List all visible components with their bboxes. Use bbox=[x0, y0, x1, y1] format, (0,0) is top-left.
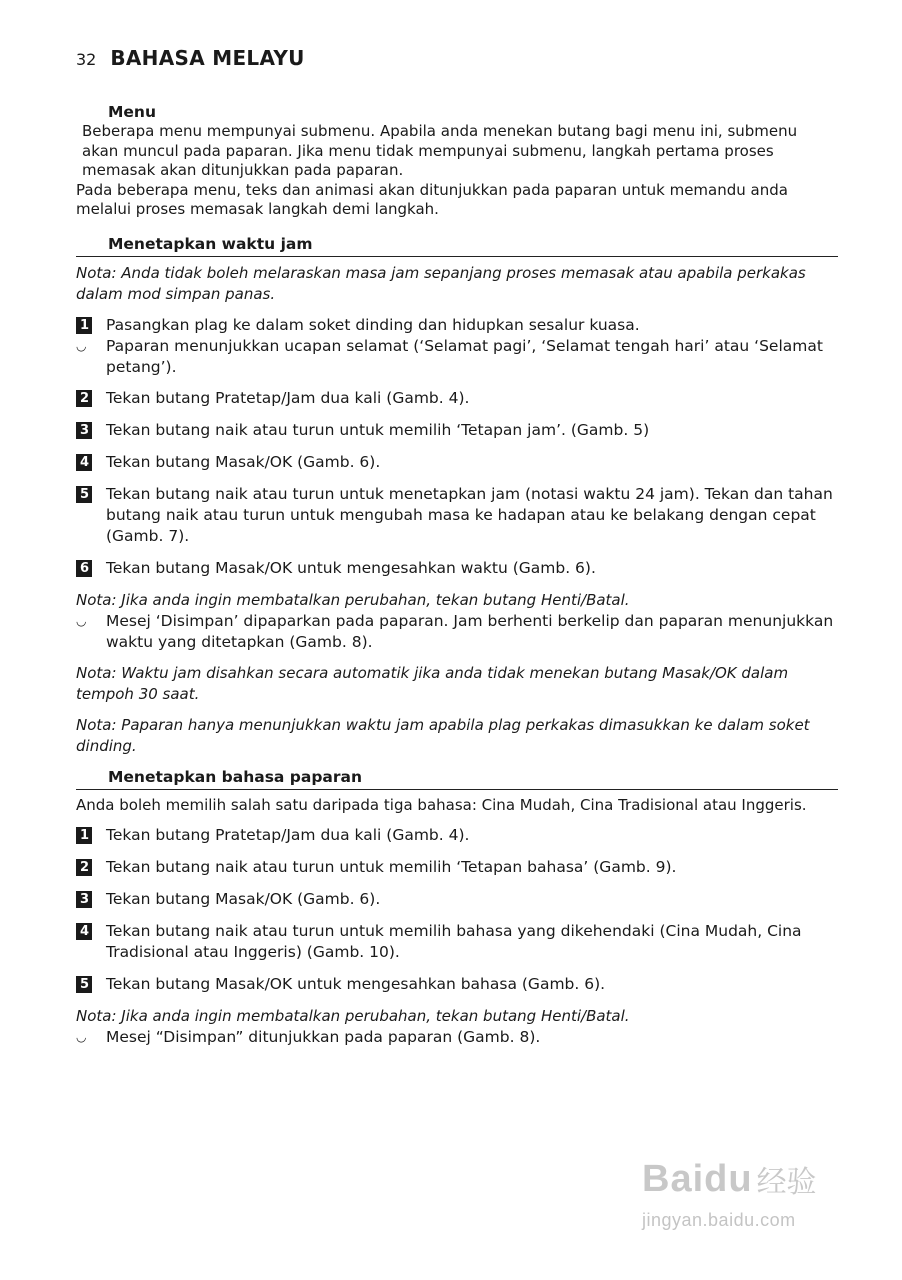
step-text: Tekan butang naik atau turun untuk memilih bahasa yang dikehendaki (Cina Mudah, Cina Tradisional atau Inggeris) (Gamb. 10). bbox=[106, 922, 802, 961]
watermark-url: jingyan.baidu.com bbox=[642, 1210, 796, 1230]
step-number: 4 bbox=[76, 454, 92, 471]
page-number: 32 bbox=[76, 50, 97, 69]
step-text: Pasangkan plag ke dalam soket dinding dan hidupkan sesalur kuasa. bbox=[106, 315, 640, 334]
language-step-2 bbox=[76, 857, 838, 878]
clock-step-2 bbox=[76, 388, 838, 409]
page-content bbox=[76, 102, 838, 1048]
language-step-5 bbox=[76, 974, 838, 995]
step-number: 1 bbox=[76, 827, 92, 844]
step-text: Tekan butang Masak/OK (Gamb. 6). bbox=[106, 452, 381, 471]
language-intro: Anda boleh memilih salah satu daripada tiga bahasa: Cina Mudah, Cina Tradisional atau Inggeris. bbox=[76, 795, 807, 814]
step-text: Tekan butang naik atau turun untuk memilih ‘Tetapan jam’. (Gamb. 5) bbox=[106, 420, 650, 439]
clock-bullet-1 bbox=[76, 336, 838, 378]
language-heading: Menetapkan bahasa paparan bbox=[76, 767, 838, 790]
bullet-text: Mesej “Disimpan” ditunjukkan pada paparan (Gamb. 8). bbox=[106, 1028, 541, 1046]
language-bullet-1 bbox=[76, 1027, 838, 1048]
clock-note-4: Nota: Paparan hanya menunjukkan waktu jam apabila plag perkakas dimasukkan ke dalam soket dinding. bbox=[76, 715, 810, 755]
clock-heading: Menetapkan waktu jam bbox=[76, 234, 838, 257]
step-number: 4 bbox=[76, 923, 92, 940]
step-number: 2 bbox=[76, 859, 92, 876]
step-text: Tekan butang Masak/OK untuk mengesahkan waktu (Gamb. 6). bbox=[106, 558, 596, 577]
step-text: Tekan butang Pratetap/Jam dua kali (Gamb. 4). bbox=[106, 826, 470, 844]
step-number: 5 bbox=[76, 486, 92, 503]
clock-bullet-2 bbox=[76, 611, 838, 653]
bullet-text: Paparan menunjukkan ucapan selamat (‘Selamat pagi’, ‘Selamat tengah hari’ atau ‘Selamat petang’). bbox=[106, 336, 823, 376]
bullet-arrow-icon: ◡ bbox=[76, 613, 87, 628]
clock-note-2: Nota: Jika anda ingin membatalkan perubahan, tekan butang Henti/Batal. bbox=[76, 590, 630, 609]
clock-note-1: Nota: Anda tidak boleh melaraskan masa jam sepanjang proses memasak atau apabila perkakas dalam mod simpan panas. bbox=[76, 263, 806, 303]
language-step-4 bbox=[76, 921, 838, 963]
step-number: 1 bbox=[76, 317, 92, 334]
step-number: 3 bbox=[76, 891, 92, 908]
step-text: Tekan butang Masak/OK (Gamb. 6). bbox=[106, 890, 381, 908]
page-header bbox=[76, 46, 305, 70]
bullet-arrow-icon: ◡ bbox=[76, 1030, 87, 1044]
step-number: 2 bbox=[76, 390, 92, 407]
watermark-logo-suffix: 经验 bbox=[756, 1165, 817, 1200]
watermark-logo bbox=[642, 1150, 842, 1208]
clock-note-3: Nota: Waktu jam disahkan secara automatik jika anda tidak menekan butang Masak/OK dalam tempoh 30 saat. bbox=[76, 663, 789, 703]
clock-step-5 bbox=[76, 484, 838, 547]
step-number: 3 bbox=[76, 422, 92, 439]
clock-step-4 bbox=[76, 452, 838, 473]
step-number: 6 bbox=[76, 560, 92, 577]
language-step-1 bbox=[76, 825, 838, 846]
page-title: BAHASA MELAYU bbox=[110, 46, 305, 70]
bullet-arrow-icon: ◡ bbox=[76, 338, 87, 353]
menu-paragraph-2: Pada beberapa menu, teks dan animasi akan ditunjukkan pada paparan untuk memandu anda melalui proses memasak langkah demi langkah. bbox=[76, 180, 788, 218]
step-text: Tekan butang naik atau turun untuk menetapkan jam (notasi waktu 24 jam). Tekan dan tahan butang naik atau turun untuk mengubah masa ke hadapan atau ke belakang dengan cepat (Gamb. 7). bbox=[106, 484, 833, 545]
language-note-1: Nota: Jika anda ingin membatalkan perubahan, tekan butang Henti/Batal. bbox=[76, 1007, 630, 1025]
language-step-3 bbox=[76, 889, 838, 910]
clock-step-1 bbox=[76, 315, 838, 336]
step-number: 5 bbox=[76, 976, 92, 993]
clock-step-3 bbox=[76, 420, 838, 441]
watermark-logo-text: Baidu bbox=[642, 1157, 753, 1200]
clock-step-6 bbox=[76, 558, 838, 579]
baidu-watermark bbox=[642, 1150, 842, 1250]
step-text: Tekan butang Pratetap/Jam dua kali (Gamb. 4). bbox=[106, 388, 470, 407]
bullet-text: Mesej ‘Disimpan’ dipaparkan pada paparan. Jam berhenti berkelip dan paparan menunjukkan waktu yang ditetapkan (Gamb. 8). bbox=[106, 611, 834, 651]
menu-paragraph-1: Beberapa menu mempunyai submenu. Apabila anda menekan butang bagi menu ini, submenu akan muncul pada paparan. Jika menu tidak mempunyai submenu, langkah pertama proses memasak akan ditunjukkan pada paparan. bbox=[82, 122, 798, 179]
menu-heading: Menu bbox=[108, 103, 157, 121]
step-text: Tekan butang Masak/OK untuk mengesahkan bahasa (Gamb. 6). bbox=[106, 975, 606, 993]
step-text: Tekan butang naik atau turun untuk memilih ‘Tetapan bahasa’ (Gamb. 9). bbox=[106, 858, 677, 876]
